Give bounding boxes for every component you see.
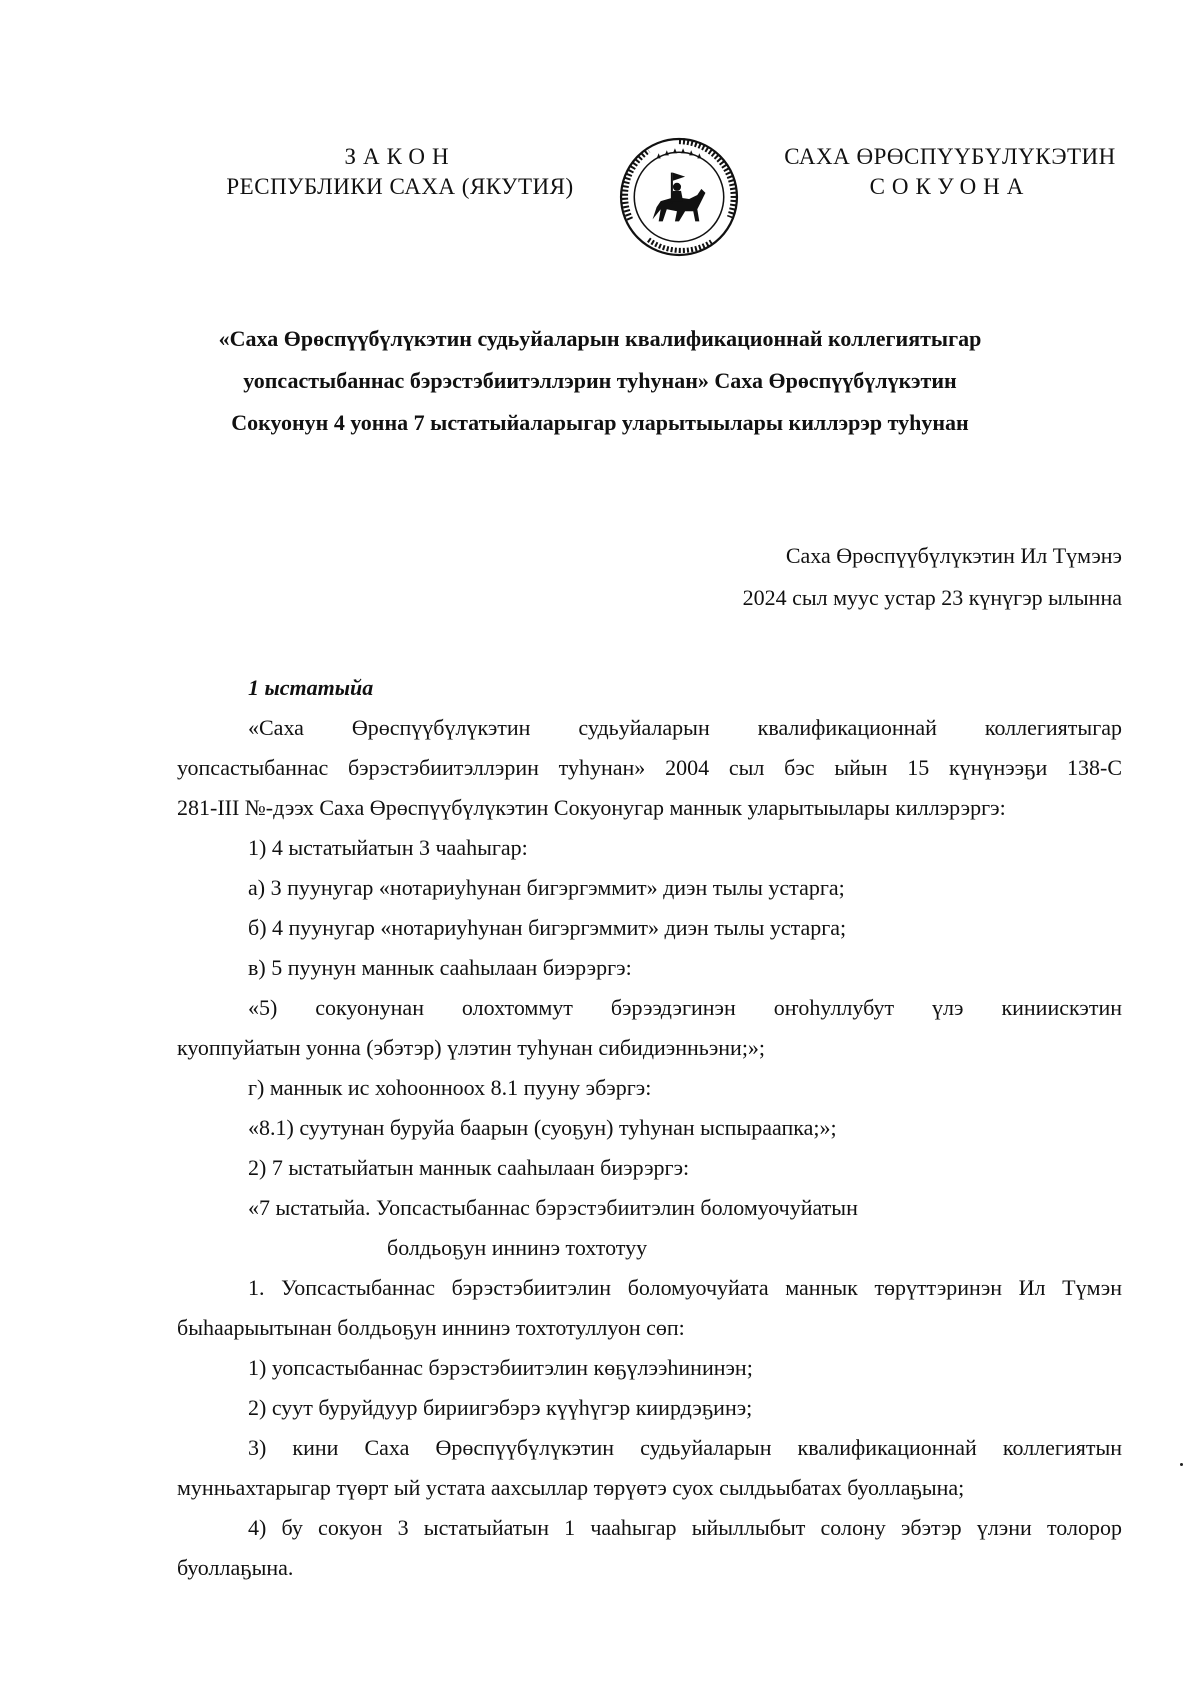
article-7-title: «7 ыстатыйа. Уопсастыбаннас бэрэстэбиитэлин боломуочуйатын	[248, 1195, 858, 1220]
paragraph-line: 281-III №-дээх Саха Өрөспүүбүлүкэтин Сокуонугар маннык уларытыылары киллэрэргэ:	[177, 795, 1006, 820]
title-line: «Саха Өрөспүүбүлүкэтин судьуйаларын квалификационнай коллегиятыгар	[218, 326, 982, 351]
article-7-title: болдьоҕун иннинэ тохтотуу	[387, 1235, 648, 1260]
paragraph-line: мунньахтарыгар түөрт ый устата аахсыллар төрүөтэ суох сылдьыбатах буоллаҕына;	[177, 1475, 965, 1500]
document-body	[177, 668, 1122, 1588]
scan-speck	[1180, 1463, 1183, 1466]
paragraph-line: 1. Уопсастыбаннас бэрэстэбиитэлин боломуочуйата маннык төрүттэринэн Ил Түмэн	[248, 1275, 1122, 1300]
list-item: 1) уопсастыбаннас бэрэстэбиитэлин көҕүлээһининэн;	[248, 1355, 753, 1380]
header-right-line1: САХА ӨРӨСПҮҮБҮЛҮКЭТИН	[784, 144, 1116, 169]
title-line: Сокуонун 4 уонна 7 ыстатыйаларыгар уларытыылары киллэрэр туһунан	[231, 410, 969, 435]
law-title	[120, 318, 1080, 444]
document-header	[0, 142, 1200, 252]
adoption-date: 2024 сыл муус устар 23 күнүгэр ылынна	[742, 585, 1122, 610]
header-left-line1: ЗАКОН	[344, 144, 456, 169]
title-line: уопсастыбаннас бэрэстэбиитэллэрин туһунан» Саха Өрөспүүбүлүкэтин	[243, 368, 957, 393]
paragraph-line: быһаарыытынан болдьоҕун иннинэ тохтотуллуон сөп:	[177, 1315, 685, 1340]
paragraph-line: куоппуйатын уонна (эбэтэр) үлэтин туһунан сибидиэнньэни;»;	[177, 1035, 766, 1060]
paragraph-line: «Саха Өрөспүүбүлүкэтин судьуйаларын квалификационнай коллегиятыгар	[248, 715, 1122, 740]
list-item: «8.1) суутунан буруйа баарын (суоҕун) туһунан ыспыраапка;»;	[248, 1115, 837, 1140]
paragraph-line: «5) сокуонунан олохтоммут бэрээдэгинэн оҥоһуллубут үлэ киниискэтин	[248, 995, 1122, 1020]
list-item: в) 5 пуунун маннык сааһылаан биэрэргэ:	[248, 955, 632, 980]
coat-of-arms-emblem-icon	[618, 136, 740, 258]
header-russian	[220, 142, 580, 202]
paragraph-line: буоллаҕына.	[177, 1555, 294, 1580]
paragraph-line: уопсастыбаннас бэрэстэбиитэллэрин туһунан» 2004 сыл бэс ыйын 15 күнүнээҕи 138-С	[177, 755, 1122, 780]
list-item: 2) суут буруйдуур бириигэбэрэ күүһүгэр киирдэҕинэ;	[248, 1395, 753, 1420]
paragraph-line: 4) бу сокуон 3 ыстатыйатын 1 чааһыгар ыйыллыбыт солону эбэтэр үлэни толорор	[248, 1515, 1122, 1540]
list-item: б) 4 пуунугар «нотариуһунан бигэргэммит» диэн тылы устарга;	[248, 915, 847, 940]
list-item: 2) 7 ыстатыйатын маннык сааһылаан биэрэргэ:	[248, 1155, 690, 1180]
list-item: 1) 4 ыстатыйатын 3 чааһыгар:	[248, 835, 528, 860]
adoption-body: Саха Өрөспүүбүлүкэтин Ил Түмэнэ	[785, 543, 1122, 568]
article-heading: 1 ыстатыйа	[248, 675, 374, 700]
header-left-line2: РЕСПУБЛИКИ САХА (ЯКУТИЯ)	[226, 174, 574, 199]
header-sakha	[770, 142, 1130, 202]
header-right-line2: СОКУОНА	[869, 174, 1031, 199]
paragraph-line: 3) кини Саха Өрөспүүбүлүкэтин судьуйаларын квалификационнай коллегиятын	[248, 1435, 1122, 1460]
list-item: а) 3 пуунугар «нотариуһунан бигэргэммит» диэн тылы устарга;	[248, 875, 845, 900]
list-item: г) маннык ис хоһоонноох 8.1 пууну эбэргэ:	[248, 1075, 652, 1100]
adoption-block	[743, 535, 1122, 619]
